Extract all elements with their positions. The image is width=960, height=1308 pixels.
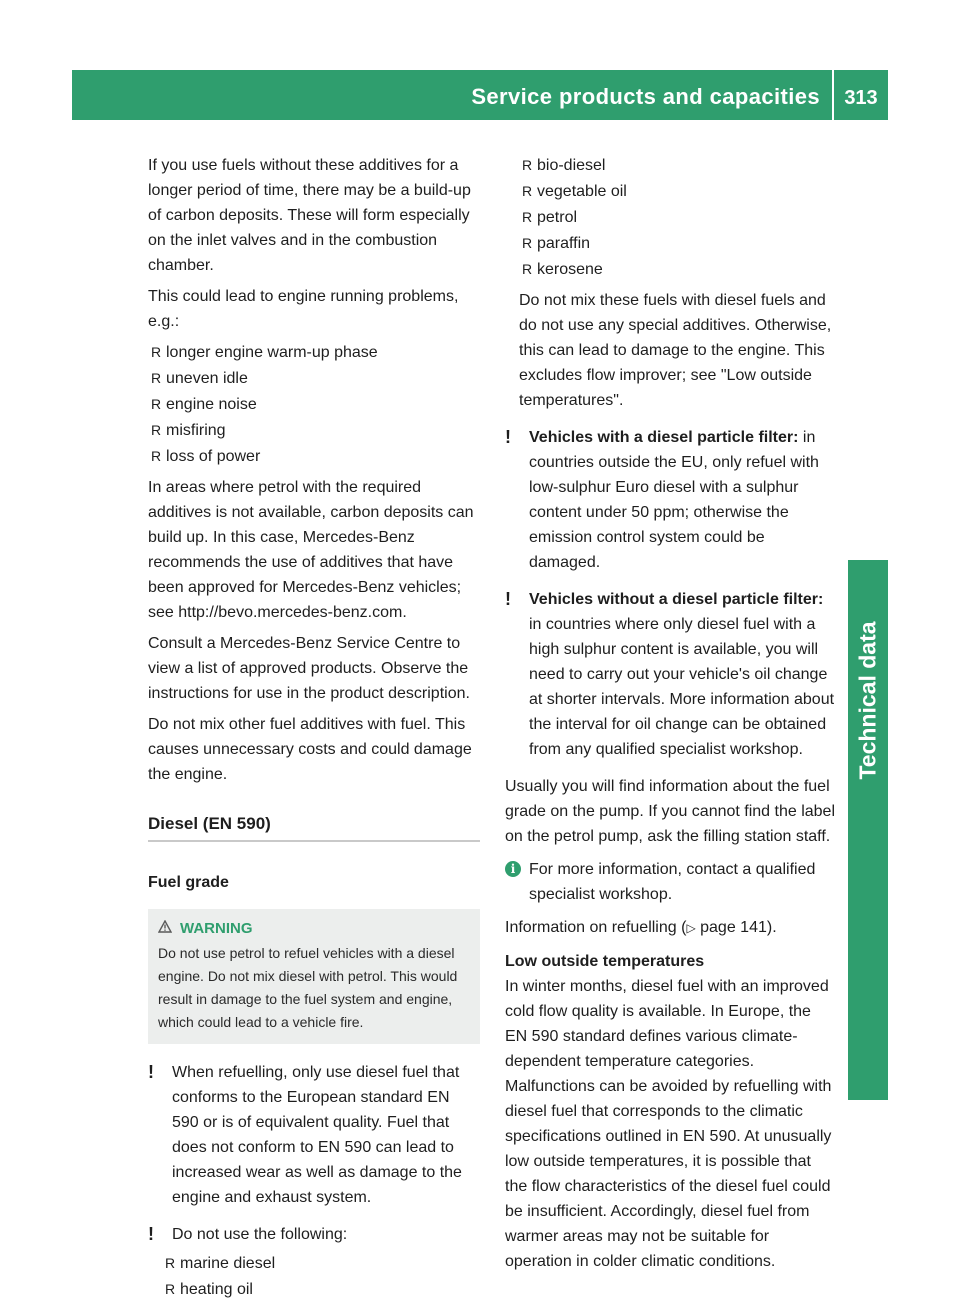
bullet-icon: R bbox=[522, 183, 533, 199]
paragraph: Do not mix other fuel additives with fuel. This causes unnecessary costs and could damage the engine. bbox=[148, 716, 472, 783]
bullet-icon: R bbox=[151, 422, 162, 438]
bullet-icon: R bbox=[522, 157, 533, 173]
list-item: R misfiring bbox=[148, 418, 480, 443]
right-column bbox=[505, 153, 835, 1274]
list-item: R loss of power bbox=[148, 444, 480, 469]
side-tab[interactable] bbox=[848, 595, 888, 805]
paragraph: This could lead to engine running problems, e.g.: bbox=[148, 288, 459, 330]
list-item: R longer engine warm-up phase bbox=[148, 340, 480, 365]
note-block: ! Vehicles without a diesel particle filter: in countries where only diesel fuel with a high sulphur content is available, you will need to carry out your vehicle's oil change at shorter intervals. More information about the interval for oil change can be obtained from any qualified specialist workshop. bbox=[505, 589, 835, 758]
warning-title: WARNING bbox=[158, 917, 472, 940]
note-label: Vehicles with a diesel particle filter: bbox=[529, 429, 799, 446]
arrow-triangle-icon: ▷ bbox=[686, 921, 696, 935]
list-item: R heating oil bbox=[148, 1277, 480, 1302]
exclamation-icon: ! bbox=[148, 1062, 154, 1082]
info-block: i For more information, contact a qualified specialist workshop. bbox=[505, 857, 835, 907]
page-header bbox=[72, 70, 888, 120]
bullet-icon: R bbox=[165, 1255, 176, 1271]
bullet-icon: R bbox=[151, 344, 162, 360]
list-item: R paraffin bbox=[519, 231, 835, 256]
list-item: R uneven idle bbox=[148, 366, 480, 391]
info-icon: i bbox=[505, 861, 521, 877]
list-item: R kerosene bbox=[519, 257, 835, 282]
chapter-title: Service products and capacities bbox=[471, 84, 820, 109]
paragraph: Do not mix these fuels with diesel fuels and do not use any special additives. Otherwise, this can lead to damage to the engine. This excludes flow improver; see "Low outside temperatures". bbox=[519, 292, 832, 409]
list-item: R petrol bbox=[519, 205, 835, 230]
cross-reference: Information on refuelling (▷ page 141). bbox=[505, 919, 777, 936]
page-number: 313 bbox=[844, 87, 878, 109]
bullet-icon: R bbox=[151, 448, 162, 464]
list-item: R marine diesel bbox=[148, 1251, 480, 1276]
problem-list bbox=[148, 340, 480, 469]
paragraph: Consult a Mercedes-Benz Service Centre to view a list of approved products. Observe the instructions for use in the product description. bbox=[148, 635, 470, 702]
subheading: Low outside temperatures bbox=[505, 953, 705, 970]
warning-text: Do not use petrol to refuel vehicles with a diesel engine. Do not mix diesel with petrol. This would result in damage to the fuel system and engine, which could lead to a vehicle fire. bbox=[158, 945, 458, 1030]
subheading: Fuel grade bbox=[148, 874, 229, 891]
exclamation-icon: ! bbox=[505, 427, 511, 447]
warning-triangle-icon bbox=[158, 917, 174, 940]
list-item: R vegetable oil bbox=[519, 179, 835, 204]
note-block: ! Vehicles with a diesel particle filter: in countries outside the EU, only refuel with low-sulphur Euro diesel with a sulphur content under 50 ppm; otherwise the emission control system could be damaged. bbox=[505, 427, 819, 571]
exclamation-icon: ! bbox=[148, 1224, 154, 1244]
bullet-icon: R bbox=[151, 396, 162, 412]
bullet-icon: R bbox=[151, 370, 162, 386]
bullet-icon: R bbox=[522, 235, 533, 251]
exclamation-icon: ! bbox=[505, 589, 511, 609]
list-item: R bio-diesel bbox=[519, 153, 835, 178]
paragraph: Usually you will find information about the fuel grade on the pump. If you cannot find the label on the petrol pump, ask the filling station staff. bbox=[505, 778, 836, 845]
note-block: ! When refuelling, only use diesel fuel that conforms to the European standard EN 590 or is of equivalent quality. Fuel that does not conform to EN 590 can lead to increased wear as well as damage to the engine and exhaust system. bbox=[148, 1062, 462, 1206]
warning-box bbox=[148, 909, 480, 1044]
paragraph: In areas where petrol with the required additives is not available, carbon deposits can build up. In this case, Mercedes-Benz recommends the use of additives that have been approved for Mercedes-Benz vehicles; see http://bevo.mercedes-benz.com. bbox=[148, 479, 474, 621]
page-link[interactable]: page 141 bbox=[700, 919, 767, 936]
bullet-icon: R bbox=[522, 209, 533, 225]
paragraph: If you use fuels without these additives for a longer period of time, there may be a build-up of carbon deposits. These will form especially on the inlet valves and in the combustion chamber. bbox=[148, 157, 471, 274]
side-tab-label: Technical data bbox=[854, 620, 881, 780]
note-label: Vehicles without a diesel particle filter: bbox=[529, 591, 824, 608]
do-not-use-list bbox=[148, 1251, 480, 1302]
note-block: ! Do not use the following: bbox=[148, 1222, 480, 1247]
bullet-icon: R bbox=[522, 261, 533, 277]
left-column bbox=[148, 153, 480, 1308]
paragraph: In winter months, diesel fuel with an improved cold flow quality is available. In Europe, the EN 590 standard defines various climate-dependent temperature categories. Malfunctions can be avoided by refuelling with diesel fuel that corresponds to the climatic specifications outlined in EN 590. At unusually low outside temperatures, it is possible that the flow characteristics of the diesel fuel could be insufficient. Accordingly, diesel fuel from warmer areas may not be suitable for operation in colder climatic conditions. bbox=[505, 978, 832, 1270]
do-not-use-list-continued bbox=[505, 153, 835, 282]
section-heading: Diesel (EN 590) bbox=[148, 811, 480, 842]
list-item: R engine noise bbox=[148, 392, 480, 417]
bullet-icon: R bbox=[165, 1281, 176, 1297]
